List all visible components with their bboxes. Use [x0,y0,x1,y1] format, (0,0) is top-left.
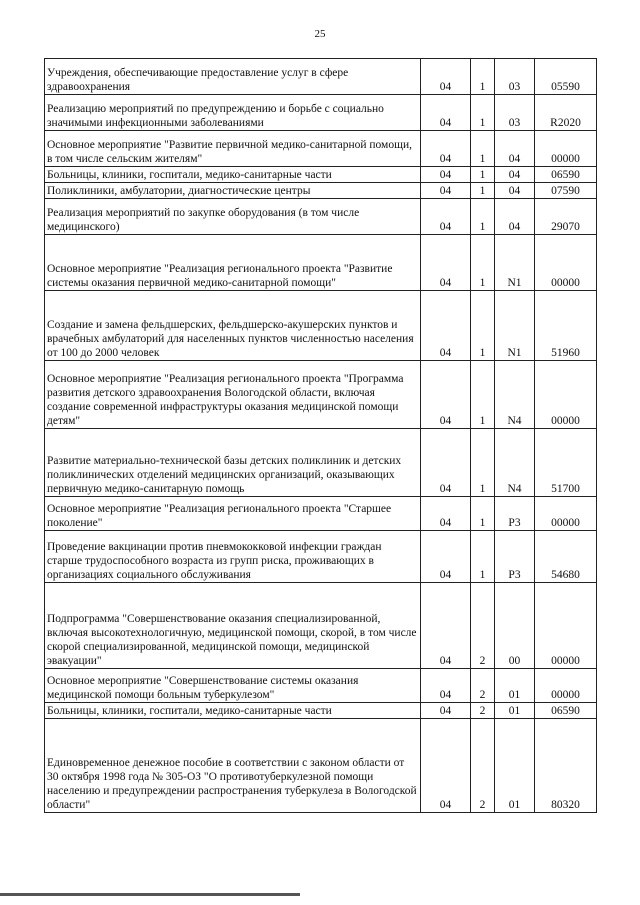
code-section: 04 [421,199,471,235]
code-direction: 00000 [535,131,597,167]
row-description: Основное мероприятие "Совершенствование системы оказания медицинской помощи больным туберкулезом" [45,669,421,703]
code-section: 04 [421,719,471,813]
table-row [45,183,597,199]
code-direction: 00000 [535,361,597,429]
table-row [45,531,597,583]
code-measure: 04 [495,199,535,235]
code-subprogram: 1 [471,291,495,361]
code-subprogram: 2 [471,719,495,813]
code-direction: 00000 [535,669,597,703]
row-description: Подпрограмма "Совершенствование оказания специализированной, включая высокотехнологичную, медицинской помощи, скорой, в том числе скорой специализированной, медицинской помощи, медицинской эвакуации" [45,583,421,669]
row-description: Поликлиники, амбулатории, диагностические центры [45,183,421,199]
budget-classification-table [44,58,597,813]
code-direction: 00000 [535,583,597,669]
row-description: Основное мероприятие "Реализация регионального проекта "Развитие системы оказания первичной медико-санитарной помощи" [45,235,421,291]
code-measure: N1 [495,291,535,361]
code-subprogram: 2 [471,703,495,719]
code-section: 04 [421,59,471,95]
row-description: Учреждения, обеспечивающие предоставление услуг в сфере здравоохранения [45,59,421,95]
code-direction: 05590 [535,59,597,95]
code-section: 04 [421,291,471,361]
table-row [45,669,597,703]
code-subprogram: 1 [471,95,495,131]
code-subprogram: 1 [471,167,495,183]
code-subprogram: 1 [471,531,495,583]
code-direction: 80320 [535,719,597,813]
row-description: Реализацию мероприятий по предупреждению и борьбе с социально значимыми инфекционными заболеваниями [45,95,421,131]
code-direction: 51700 [535,429,597,497]
code-subprogram: 1 [471,183,495,199]
row-description: Создание и замена фельдшерских, фельдшерско-акушерских пунктов и врачебных амбулаторий для населенных пунктов численностью населения от 100 до 2000 человек [45,291,421,361]
code-section: 04 [421,183,471,199]
row-description: Проведение вакцинации против пневмококковой инфекции граждан старше трудоспособного возраста из групп риска, проживающих в организациях социального обслуживания [45,531,421,583]
code-measure: 01 [495,719,535,813]
code-section: 04 [421,235,471,291]
code-subprogram: 1 [471,235,495,291]
table-row [45,429,597,497]
table-row [45,199,597,235]
code-measure: 01 [495,703,535,719]
code-measure: 03 [495,59,535,95]
code-direction: R2020 [535,95,597,131]
row-description: Больницы, клиники, госпитали, медико-санитарные части [45,167,421,183]
row-description: Больницы, клиники, госпитали, медико-санитарные части [45,703,421,719]
code-section: 04 [421,167,471,183]
row-description: Развитие материально-технической базы детских поликлиник и детских поликлинических отделений медицинских организаций, оказывающих первичную медико-санитарную помощь [45,429,421,497]
code-section: 04 [421,361,471,429]
code-measure: 04 [495,183,535,199]
code-section: 04 [421,131,471,167]
code-subprogram: 1 [471,199,495,235]
table-row [45,583,597,669]
code-measure: P3 [495,531,535,583]
table-row [45,497,597,531]
code-subprogram: 1 [471,429,495,497]
code-measure: 04 [495,131,535,167]
table-row [45,291,597,361]
table-row [45,361,597,429]
row-description: Реализация мероприятий по закупке оборудования (в том числе медицинского) [45,199,421,235]
code-section: 04 [421,703,471,719]
code-subprogram: 1 [471,497,495,531]
code-subprogram: 1 [471,59,495,95]
code-measure: N4 [495,429,535,497]
code-measure: 04 [495,167,535,183]
row-description: Основное мероприятие "Развитие первичной медико-санитарной помощи, в том числе сельским жителям" [45,131,421,167]
code-section: 04 [421,583,471,669]
code-section: 04 [421,669,471,703]
code-subprogram: 1 [471,131,495,167]
code-section: 04 [421,95,471,131]
code-measure: N1 [495,235,535,291]
code-subprogram: 2 [471,669,495,703]
code-direction: 06590 [535,703,597,719]
code-direction: 07590 [535,183,597,199]
code-section: 04 [421,497,471,531]
code-direction: 06590 [535,167,597,183]
code-section: 04 [421,531,471,583]
code-subprogram: 1 [471,361,495,429]
row-description: Единовременное денежное пособие в соответствии с законом области от 30 октября 1998 года № 305-ОЗ "О противотуберкулезной помощи населению и предупреждении распространения туберкулеза в Вологодской области" [45,719,421,813]
table-row [45,703,597,719]
code-direction: 29070 [535,199,597,235]
code-measure: 01 [495,669,535,703]
row-description: Основное мероприятие "Реализация регионального проекта "Старшее поколение" [45,497,421,531]
table-row [45,719,597,813]
code-measure: N4 [495,361,535,429]
table-row [45,131,597,167]
code-direction: 54680 [535,531,597,583]
code-section: 04 [421,429,471,497]
code-subprogram: 2 [471,583,495,669]
code-direction: 00000 [535,497,597,531]
table-row [45,59,597,95]
code-direction: 51960 [535,291,597,361]
scan-bottom-rule [0,893,300,896]
table-row [45,167,597,183]
code-measure: 00 [495,583,535,669]
table-row [45,95,597,131]
code-measure: 03 [495,95,535,131]
code-direction: 00000 [535,235,597,291]
code-measure: P3 [495,497,535,531]
table-row [45,235,597,291]
page-number: 25 [314,28,326,40]
row-description: Основное мероприятие "Реализация регионального проекта "Программа развития детского здравоохранения Вологодской области, включая создание современной инфраструктуры оказания медицинской помощи детям" [45,361,421,429]
